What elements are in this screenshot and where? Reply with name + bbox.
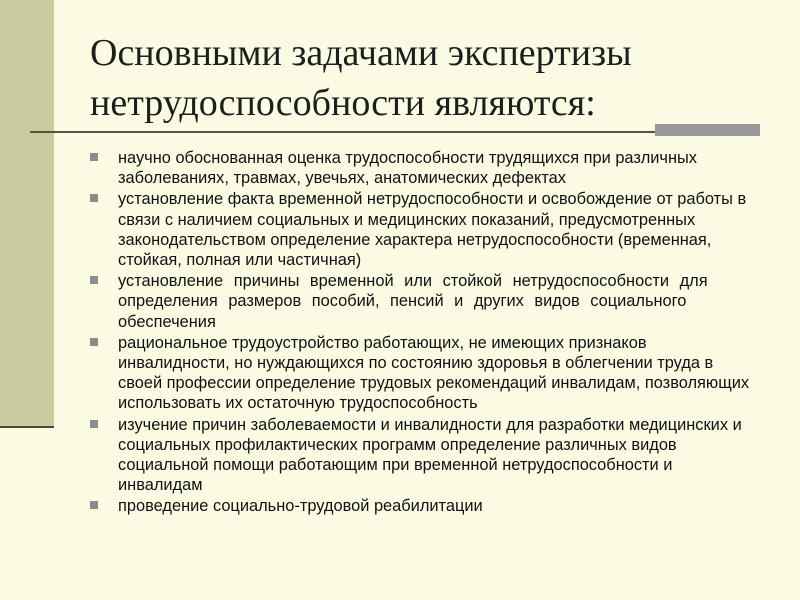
square-bullet-icon [90,194,98,202]
bullet-list [90,148,755,518]
list-item [90,415,755,496]
square-bullet-icon [90,420,98,428]
list-item-text: установление факта временной нетрудоспособности и освобождение от работы в связи с наличием социальных и медицинских показаний, предусмотренных законодательством определение характера нетрудоспособности (временная, стойкая, полная или частичная) [118,190,747,270]
list-item [90,189,755,270]
list-item [90,148,755,188]
list-item-text: проведение социально-трудовой реабилитации [118,497,483,516]
title-divider [30,131,760,133]
list-item-text: установление причины временной или стойкой нетрудоспособности для определения размеров пособий, пенсий и других видов социального обеспечения [118,272,708,331]
square-bullet-icon [90,153,98,161]
list-item [90,271,755,332]
list-item-text: изучение причин заболеваемости и инвалидности для разработки медицинских и социальных профилактических программ определение различных видов социальной помощи работающим при временной нетрудоспособности и инвалидам [118,415,742,495]
square-bullet-icon [90,501,98,509]
square-bullet-icon [90,276,98,284]
decorative-side-line [0,426,54,428]
decorative-side-bar [0,0,54,428]
list-item [90,333,755,414]
slide-title: Основными задачами экспертизы нетрудоспособности являются: [90,32,632,124]
title-divider-accent [655,124,760,136]
square-bullet-icon [90,338,98,346]
list-item [90,496,755,516]
list-item-text: рациональное трудоустройство работающих, не имеющих признаков инвалидности, но нуждающихся по состоянию здоровья в облегчении труда в своей профессии определение трудовых рекомендаций инвалидам, позволяющих использовать их остаточную трудоспособность [118,333,750,413]
list-item-text: научно обоснованная оценка трудоспособности трудящихся при различных заболеваниях, травмах, увечьях, анатомических дефектах [118,149,697,188]
